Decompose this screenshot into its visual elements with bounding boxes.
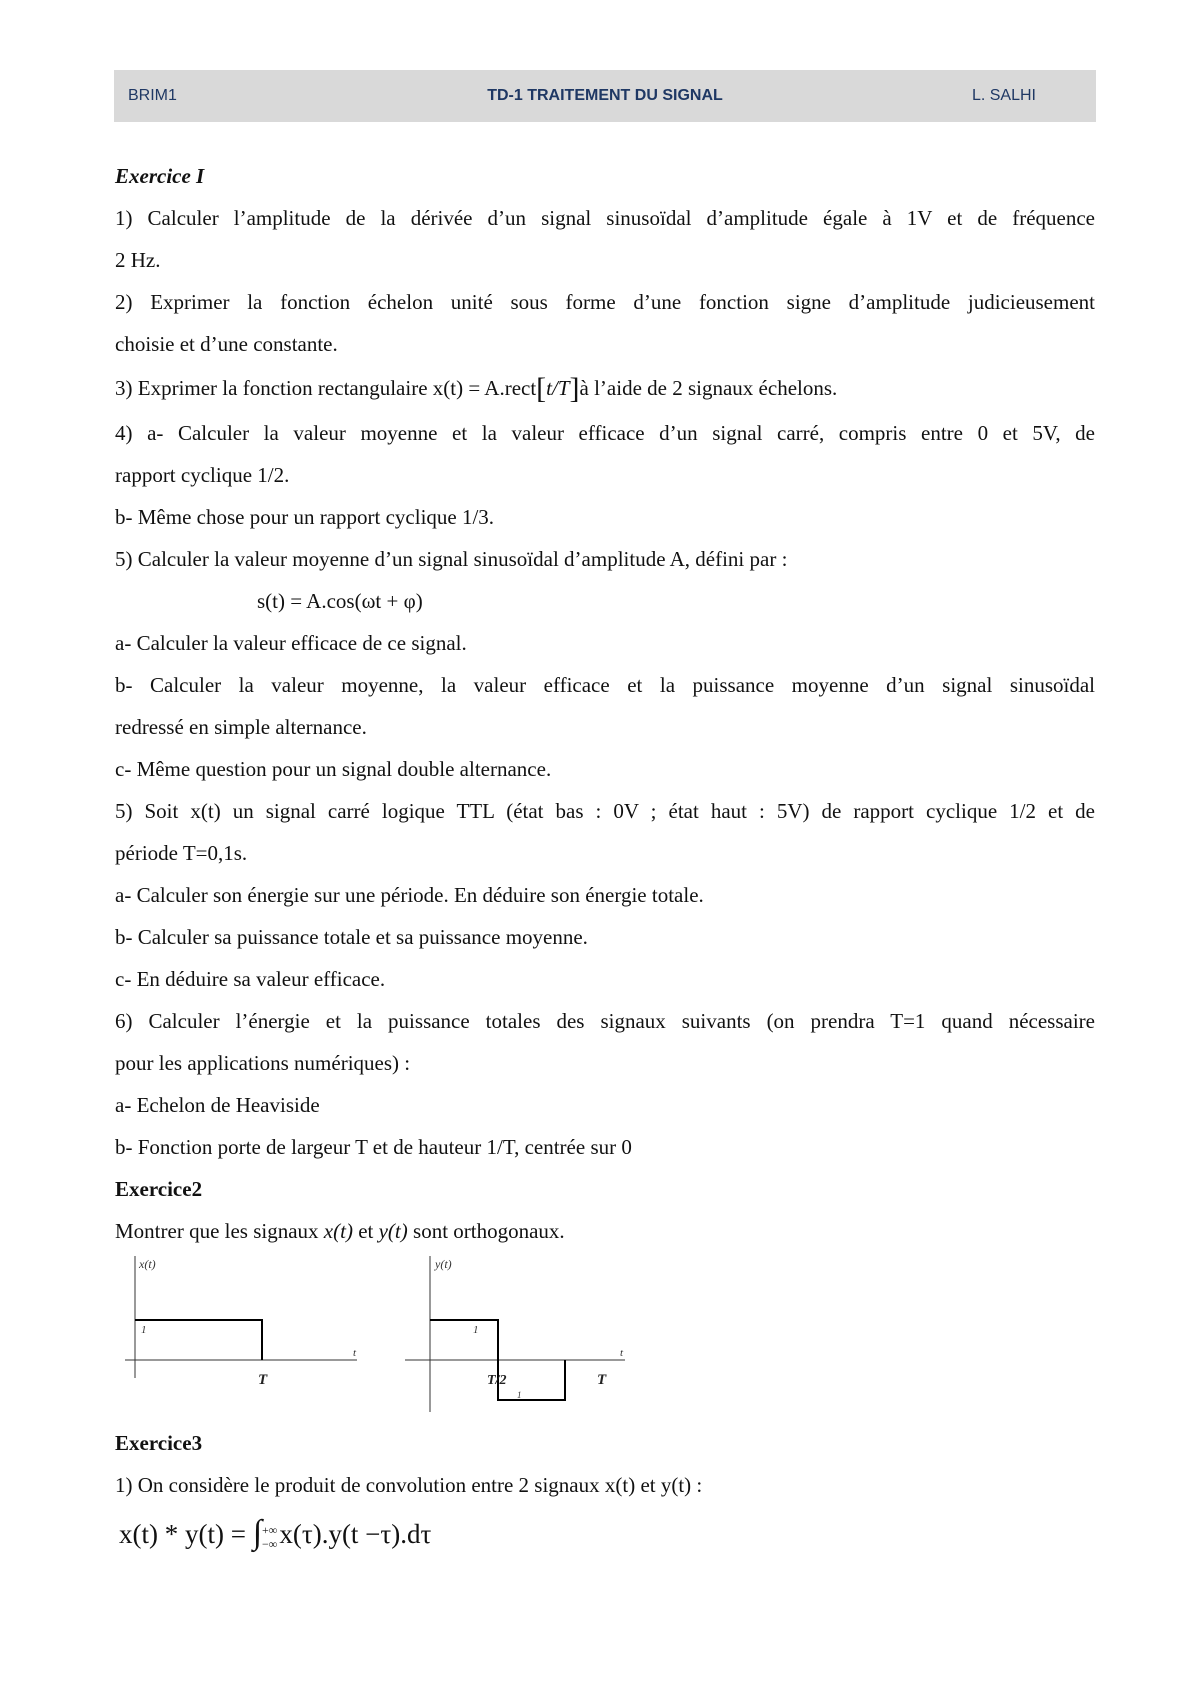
graph-y xyxy=(405,1252,645,1422)
q6b: b- Fonction porte de largeur T et de hauteur 1/T, centrée sur 0 xyxy=(115,1135,632,1159)
header-author: L. SALHI xyxy=(971,87,1036,104)
q1-line2: 2 Hz. xyxy=(115,248,161,272)
graph-y-tick-T: T xyxy=(597,1372,607,1388)
graph-x-signal xyxy=(135,1320,262,1360)
q3-post: à l’aide de 2 signaux échelons. xyxy=(579,376,838,400)
graph-y-level-low: 1 xyxy=(517,1390,522,1400)
q5b-line1: b- Calculer la valeur moyenne, la valeur efficace et la puissance moyenne d’un signal sinusoïdal xyxy=(115,673,1095,697)
statement-y: y(t) xyxy=(378,1219,408,1243)
graph-y-t-label: t xyxy=(620,1347,624,1359)
q6-line1: 6) Calculer l’énergie et la puissance totales des signaux suivants (on prendra T=1 quand nécessaire xyxy=(115,1009,1095,1033)
q5bis-b: b- Calculer sa puissance totale et sa puissance moyenne. xyxy=(115,925,588,949)
q5bis-line2: période T=0,1s. xyxy=(115,841,248,865)
graph-y-level-high: 1 xyxy=(473,1324,479,1336)
q2-line1: 2) Exprimer la fonction échelon unité sous forme d’une fonction signe d’amplitude judicieusement xyxy=(115,290,1095,314)
statement-mid: et xyxy=(352,1219,379,1243)
q6-line2: pour les applications numériques) : xyxy=(115,1051,411,1075)
graph-x-level: 1 xyxy=(141,1324,147,1336)
q3-bracket-close: ] xyxy=(569,372,580,405)
q3-bracket-open: [ xyxy=(536,372,547,405)
statement-post: sont orthogonaux. xyxy=(407,1219,565,1243)
formula-rhs: x(τ).y(t −τ).dτ xyxy=(279,1519,432,1549)
q5a: a- Calculer la valeur efficace de ce signal. xyxy=(115,631,467,655)
exercice2-statement xyxy=(115,1210,1095,1252)
q3-arg: t/T xyxy=(546,376,570,400)
exercice2-title: Exercice2 xyxy=(115,1177,203,1201)
formula-lhs: x(t) * y(t) = xyxy=(119,1519,253,1549)
q5bis-c: c- En déduire sa valeur efficace. xyxy=(115,967,386,991)
statement-pre: Montrer que les signaux xyxy=(115,1219,324,1243)
document-body xyxy=(115,155,1095,1562)
signal-graphs xyxy=(115,1252,1095,1422)
q3-pre: 3) Exprimer la fonction rectangulaire x(t) = A.rect xyxy=(115,376,537,400)
page-header xyxy=(114,70,1096,122)
graph-x-t-label: t xyxy=(353,1347,357,1359)
header-left: BRIM1 xyxy=(128,87,177,104)
graph-y-tick-T2: T/2 xyxy=(487,1373,507,1388)
integral-lower: −∞ xyxy=(262,1536,278,1551)
graph-x-ylabel: x(t) xyxy=(139,1257,156,1271)
q1-line1: 1) Calculer l’amplitude de la dérivée d’un signal sinusoïdal d’amplitude égale à 1V et de fréquence xyxy=(115,206,1095,230)
statement-x: x(t) xyxy=(323,1219,353,1243)
q4a-line1: 4) a- Calculer la valeur moyenne et la valeur efficace d’un signal carré, compris entre 0 et 5V, de xyxy=(115,421,1095,445)
graph-y-ylabel: y(t) xyxy=(435,1257,452,1271)
q5: 5) Calculer la valeur moyenne d’un signal sinusoïdal d’amplitude A, défini par : xyxy=(115,547,788,571)
q4b: b- Même chose pour un rapport cyclique 1/3. xyxy=(115,505,495,529)
q2-line2: choisie et d’une constante. xyxy=(115,332,338,356)
graph-x-tick-T: T xyxy=(258,1372,268,1388)
integral-sign: ∫ xyxy=(252,1514,263,1551)
header-title: TD-1 TRAITEMENT DU SIGNAL xyxy=(487,87,723,104)
integral-upper: +∞ xyxy=(262,1522,278,1537)
q5bis-line1: 5) Soit x(t) un signal carré logique TTL (état bas : 0V ; état haut : 5V) de rapport cyclique 1/2 et de xyxy=(115,799,1095,823)
q5bis-a: a- Calculer son énergie sur une période. En déduire son énergie totale. xyxy=(115,883,704,907)
q3 xyxy=(115,365,1095,412)
exercice3-q1: 1) On considère le produit de convolution entre 2 signaux x(t) et y(t) : xyxy=(115,1473,703,1497)
exercice1-title: Exercice I xyxy=(115,164,205,188)
q5b-line2: redressé en simple alternance. xyxy=(115,715,367,739)
q5-formula: s(t) = A.cos(ωt + φ) xyxy=(257,589,423,613)
graph-x xyxy=(125,1252,365,1422)
q5c: c- Même question pour un signal double alternance. xyxy=(115,757,552,781)
q4a-line2: rapport cyclique 1/2. xyxy=(115,463,290,487)
q6a: a- Echelon de Heaviside xyxy=(115,1093,320,1117)
convolution-formula xyxy=(115,1512,1095,1562)
exercice3-title: Exercice3 xyxy=(115,1431,203,1455)
